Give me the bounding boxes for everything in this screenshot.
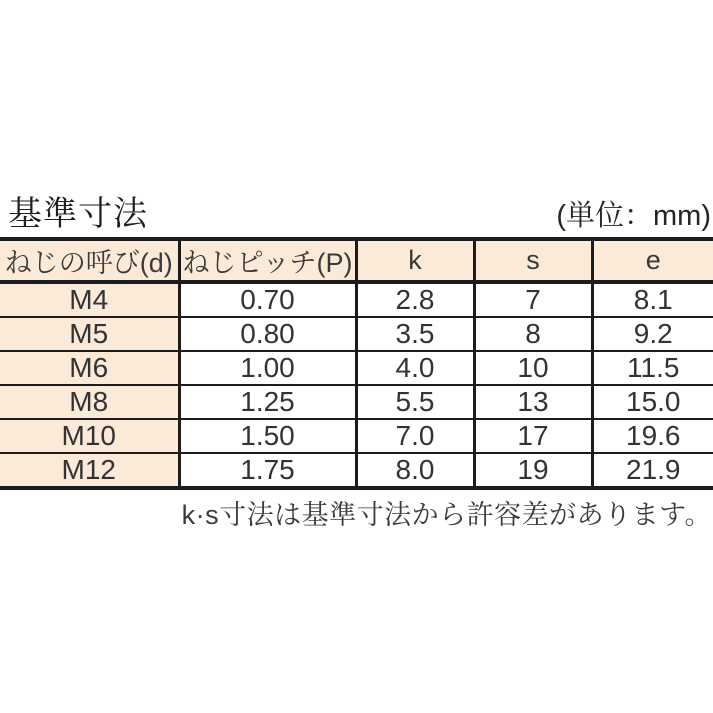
tolerance-footnote: k·s寸法は基準寸法から許容差があります。: [181, 500, 712, 530]
cell-pitch: 1.25: [179, 385, 356, 419]
header-row: [0, 239, 713, 282]
header-cell-thread-pitch: ねじピッチ(P): [179, 239, 356, 282]
cell-pitch: 1.75: [179, 453, 356, 488]
row-label: M4: [0, 282, 179, 317]
spec-content: [0, 186, 713, 532]
cell-k: 8.0: [356, 453, 474, 488]
cell-e: 15.0: [592, 385, 713, 419]
row-label: M6: [0, 351, 179, 385]
cell-e: 19.6: [592, 419, 713, 453]
cell-k: 3.5: [356, 317, 474, 351]
title-bar: [0, 186, 713, 233]
cell-k: 2.8: [356, 282, 474, 317]
cell-k: 4.0: [356, 351, 474, 385]
table-row: [0, 419, 713, 453]
table-row: [0, 317, 713, 351]
header-cell-s: s: [474, 239, 592, 282]
table-row: [0, 351, 713, 385]
table-body: [0, 282, 713, 488]
dimension-table: [0, 237, 713, 490]
row-label: M12: [0, 453, 179, 488]
row-label: M5: [0, 317, 179, 351]
header-cell-e: e: [592, 239, 713, 282]
cell-pitch: 1.00: [179, 351, 356, 385]
table-row: [0, 385, 713, 419]
cell-e: 21.9: [592, 453, 713, 488]
cell-pitch: 0.80: [179, 317, 356, 351]
row-label: M10: [0, 419, 179, 453]
cell-s: 10: [474, 351, 592, 385]
table-header: [0, 239, 713, 282]
cell-pitch: 0.70: [179, 282, 356, 317]
cell-k: 5.5: [356, 385, 474, 419]
cell-s: 19: [474, 453, 592, 488]
cell-e: 11.5: [592, 351, 713, 385]
unit-label: (単位：mm): [556, 200, 711, 232]
cell-k: 7.0: [356, 419, 474, 453]
cell-s: 8: [474, 317, 592, 351]
table-row: [0, 453, 713, 488]
header-cell-k: k: [356, 239, 474, 282]
row-label: M8: [0, 385, 179, 419]
cell-s: 7: [474, 282, 592, 317]
cell-s: 13: [474, 385, 592, 419]
cell-e: 9.2: [592, 317, 713, 351]
header-cell-thread-size: ねじの呼び(d): [0, 239, 179, 282]
cell-pitch: 1.50: [179, 419, 356, 453]
table-row: [0, 282, 713, 317]
page-title: 基準寸法: [8, 195, 148, 233]
cell-e: 8.1: [592, 282, 713, 317]
cell-s: 17: [474, 419, 592, 453]
